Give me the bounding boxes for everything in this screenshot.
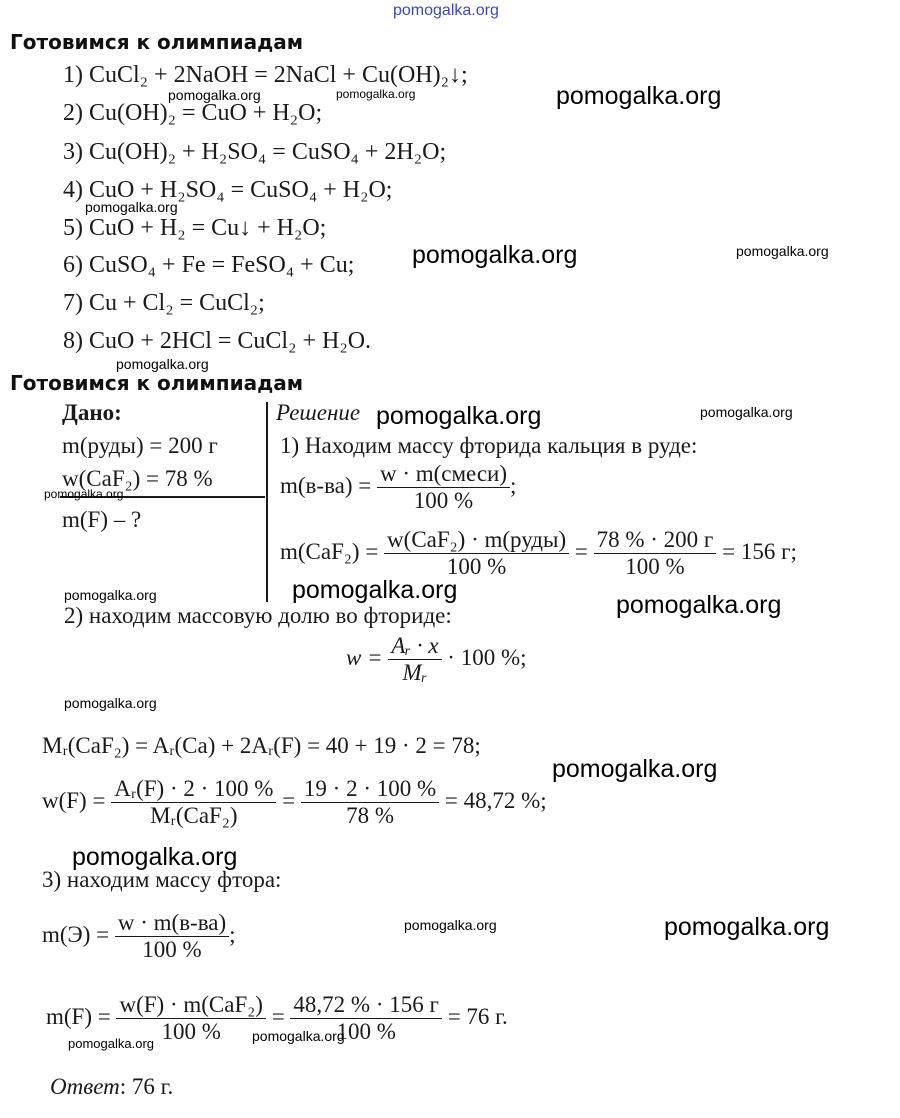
watermark: pomogalka.org (556, 82, 722, 110)
f5-equals: = (282, 787, 296, 813)
watermark: pomogalka.org (412, 241, 578, 269)
f2-denominator-2: 100 % (625, 554, 685, 579)
given-ore-mass: m(руды) = 200 г (62, 433, 218, 458)
answer (50, 1074, 173, 1100)
watermark: pomogalka.org (85, 199, 178, 215)
f3-denominator: Mᵣ (402, 660, 428, 685)
f5-denominator-1: Mᵣ(CaF₂) (150, 803, 238, 828)
watermark: pomogalka.org (68, 1036, 154, 1051)
solution-step-1: 1) Находим массу фторида кальция в руде: (280, 433, 698, 458)
f1-numerator: w · m(смеси) (377, 461, 510, 488)
watermark: pomogalka.org (552, 755, 718, 783)
watermark: pomogalka.org (616, 591, 782, 619)
reaction-2: 2) Cu(OH)₂ = CuO + H₂O; (63, 100, 323, 126)
solution-step-3: 3) находим массу фтора: (42, 867, 282, 892)
f6-numerator: w · m(в-ва) (115, 910, 229, 937)
formula-caf2-mass (280, 527, 797, 580)
f2-numerator-2: 78 % · 200 г (594, 527, 717, 554)
f3-tail: · 100 %; (447, 644, 527, 670)
section-heading-1: Готовимся к олимпиадам (10, 30, 304, 54)
formula-substance-mass (280, 461, 516, 514)
f5-lhs: w(F) = (42, 787, 106, 813)
formula-mass-fraction (346, 633, 527, 686)
reaction-4: 4) CuO + H₂SO₄ = CuSO₄ + H₂O; (63, 177, 393, 203)
f5-numerator-2: 19 · 2 · 100 % (301, 776, 439, 803)
f7-numerator-1: w(F) · m(CaF₂) (116, 992, 265, 1019)
f7-lhs: m(F) = (46, 1003, 111, 1029)
f7-result: = 76 г. (447, 1003, 508, 1029)
section-heading-2: Готовимся к олимпиадам (10, 371, 304, 395)
f2-equals: = (574, 538, 588, 564)
reaction-8: 8) CuO + 2HCl = CuCl₂ + H₂O. (63, 328, 372, 354)
given-unknown: m(F) – ? (62, 507, 142, 532)
watermark: pomogalka.org (252, 1028, 345, 1044)
watermark: pomogalka.org (664, 913, 830, 941)
given-title: Дано: (62, 400, 122, 425)
f2-numerator-1: w(CaF₂) · m(руды) (384, 527, 569, 554)
watermark: pomogalka.org (44, 487, 124, 501)
watermark: pomogalka.org (292, 576, 458, 604)
watermark: pomogalka.org (700, 404, 793, 420)
f2-denominator-1: 100 % (446, 554, 507, 579)
solution-step-2: 2) находим массовую долю во фториде: (64, 603, 452, 628)
given-mass-fraction: w(CaF₂) = 78 % (62, 466, 213, 491)
top-watermark: pomogalka.org (393, 2, 499, 19)
f1-lhs: m(в-ва) = (280, 472, 372, 498)
f7-equals: = (271, 1003, 285, 1029)
reaction-5: 5) CuO + H₂ = Cu↓ + H₂O; (63, 215, 327, 241)
f1-denominator: 100 % (413, 488, 474, 513)
f5-numerator-1: Aᵣ(F) · 2 · 100 % (111, 776, 276, 803)
watermark: pomogalka.org (404, 917, 497, 933)
f3-numerator: Aᵣ · x (388, 633, 441, 660)
reaction-7: 7) Cu + Cl₂ = CuCl₂; (63, 290, 265, 316)
f5-result: = 48,72 %; (444, 787, 547, 813)
f2-lhs: m(CaF₂) = (280, 538, 379, 564)
answer-label: Ответ (50, 1074, 120, 1099)
watermark: pomogalka.org (64, 587, 157, 603)
f7-numerator-2: 48,72 % · 156 г (290, 992, 442, 1019)
f2-result: = 156 г; (722, 538, 797, 564)
f6-denominator: 100 % (142, 937, 202, 962)
reaction-6: 6) CuSO₄ + Fe = FeSO₄ + Cu; (63, 252, 355, 278)
watermark: pomogalka.org (72, 843, 238, 871)
watermark: pomogalka.org (64, 695, 157, 711)
watermark: pomogalka.org (116, 356, 209, 372)
f7-denominator-1: 100 % (161, 1019, 221, 1044)
watermark: pomogalka.org (336, 87, 416, 101)
f6-lhs: m(Э) = (42, 921, 110, 947)
reaction-3: 3) Cu(OH)₂ + H₂SO₄ = CuSO₄ + 2H₂O; (63, 139, 447, 165)
f3-lhs: w = (346, 644, 383, 670)
f1-tail: ; (510, 472, 517, 498)
watermark: pomogalka.org (376, 402, 542, 430)
solution-title: Решение (276, 400, 361, 425)
watermark: pomogalka.org (736, 243, 829, 259)
f6-tail: ; (229, 921, 236, 947)
f5-denominator-2: 78 % (346, 803, 394, 828)
reaction-1: 1) CuCl₂ + 2NaOH = 2NaCl + Cu(OH)₂↓; (63, 62, 468, 88)
watermark: pomogalka.org (168, 87, 261, 103)
given-vertical-divider (266, 402, 268, 602)
formula-molar-mass: Mᵣ(CaF₂) = Aᵣ(Ca) + 2Aᵣ(F) = 40 + 19 · 2 = 78; (42, 733, 481, 758)
formula-element-mass (42, 910, 236, 963)
f7-denominator-2: 100 % (336, 1019, 396, 1044)
answer-value: : 76 г. (119, 1074, 174, 1099)
formula-fluorine-fraction (42, 776, 547, 829)
